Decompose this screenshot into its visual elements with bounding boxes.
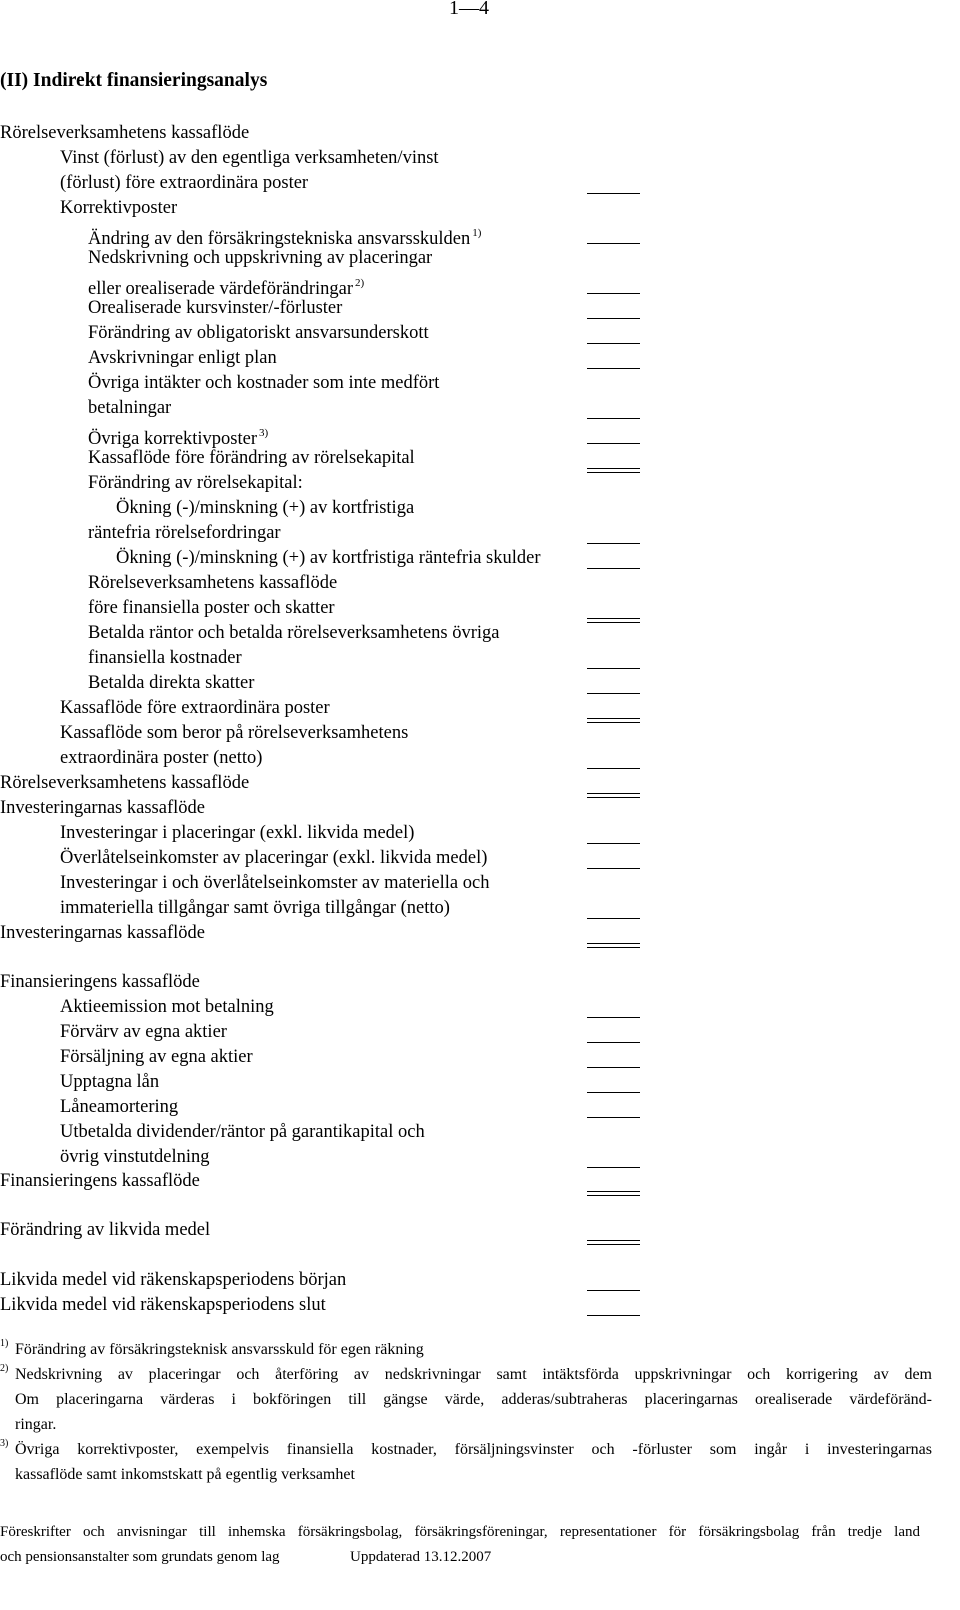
statement-line-label: räntefria rörelsefordringar — [88, 523, 281, 543]
footnote-reference: 2) — [355, 277, 365, 289]
statement-line — [60, 846, 487, 870]
statement-line — [88, 246, 432, 270]
footnote-text: Nedskrivning av placeringar och återföring av nedskrivningar samt intäktsförda uppskrivningar och korrigering av dem — [15, 1366, 932, 1383]
statement-line-label: Investeringar i placeringar (exkl. likvida medel) — [60, 823, 415, 843]
amount-line — [587, 243, 640, 244]
statement-line-label: Orealiserade kursvinster/-förluster — [88, 298, 343, 318]
statement-line — [60, 1145, 210, 1169]
statement-line-label: immateriella tillgångar samt övriga tillgångar (netto) — [60, 898, 450, 918]
footnote-text: Förändring av försäkringsteknisk ansvarsskuld för egen räkning — [15, 1341, 424, 1358]
statement-line — [60, 1045, 253, 1069]
statement-line — [60, 1120, 425, 1144]
amount-line — [587, 1290, 640, 1291]
amount-line — [587, 418, 640, 419]
statement-line-label: Rörelseverksamhetens kassaflöde — [0, 123, 250, 143]
footnote-text: Övriga korrektivposter, exempelvis finansiella kostnader, försäljningsvinster och -förluster som ingår i investeringarnas — [15, 1441, 932, 1458]
statement-line-label: Rörelseverksamhetens kassaflöde — [88, 573, 338, 593]
amount-line — [587, 193, 640, 194]
statement-line — [88, 371, 439, 395]
footnote-text: kassaflöde samt inkomstskatt på egentlig verksamhet — [15, 1466, 355, 1483]
statement-line-label: Investeringarnas kassaflöde — [0, 798, 205, 818]
statement-line-label: övrig vinstutdelning — [60, 1147, 210, 1167]
statement-line-label: Finansieringens kassaflöde — [0, 1171, 200, 1191]
footnote-marker: 2) — [0, 1363, 9, 1374]
statement-line — [60, 871, 489, 895]
footer-line-1: Föreskrifter och anvisningar till inhemska försäkringsbolag, försäkringsföreningar, representationer för försäkringsbolag från tredje land — [0, 1524, 920, 1540]
statement-line — [88, 346, 277, 370]
statement-line-label: Kassaflöde som beror på rörelseverksamhetens — [60, 723, 409, 743]
amount-line — [587, 843, 640, 844]
statement-line — [88, 671, 254, 695]
amount-line — [587, 318, 640, 319]
statement-line-label: (förlust) före extraordinära poster — [60, 173, 309, 193]
footnote-marker: 3) — [0, 1438, 9, 1449]
statement-line-label: Nedskrivning och uppskrivning av placeringar — [88, 248, 433, 268]
amount-line — [587, 1315, 640, 1316]
statement-line-label: Förvärv av egna aktier — [60, 1022, 227, 1042]
statement-line-label: Övriga korrektivposter — [88, 429, 258, 449]
statement-line — [60, 171, 308, 195]
total-amount-line — [587, 718, 640, 723]
statement-line-label: Ökning (-)/minskning (+) av kortfristiga räntefria skulder — [116, 548, 541, 568]
statement-line — [0, 121, 249, 145]
statement-line-label: Ändring av den försäkringstekniska ansvarsskulden — [88, 229, 471, 249]
amount-line — [587, 1092, 640, 1093]
amount-line — [587, 1017, 640, 1018]
statement-line-label: betalningar — [88, 398, 172, 418]
statement-line-label: Avskrivningar enligt plan — [88, 348, 277, 368]
statement-line — [0, 796, 205, 820]
statement-line-label: Investeringar i och överlåtelseinkomster av materiella och — [60, 873, 490, 893]
statement-line-label: Kassaflöde före extraordinära poster — [60, 698, 330, 718]
statement-line-label: Upptagna lån — [60, 1072, 160, 1092]
statement-line-label: Finansieringens kassaflöde — [0, 972, 200, 992]
amount-line — [587, 368, 640, 369]
footnote-marker: 1) — [0, 1338, 9, 1349]
statement-line-label: Korrektivposter — [60, 198, 178, 218]
statement-line-label: Aktieemission mot betalning — [60, 997, 274, 1017]
statement-line-label: Vinst (förlust) av den egentliga verksamheten/vinst — [60, 148, 439, 168]
statement-line — [0, 771, 249, 795]
footer-updated-date: Uppdaterad 13.12.2007 — [350, 1549, 492, 1565]
amount-line — [587, 868, 640, 869]
statement-line-label: Förändring av likvida medel — [0, 1220, 211, 1240]
statement-line — [88, 396, 171, 420]
statement-line-label: Rörelseverksamhetens kassaflöde — [0, 773, 250, 793]
statement-line-label: Övriga intäkter och kostnader som inte medfört — [88, 373, 440, 393]
statement-line — [60, 1095, 178, 1119]
statement-line — [88, 471, 303, 495]
page-number: 1—4 — [449, 0, 489, 19]
amount-line — [587, 293, 640, 294]
total-amount-line — [587, 1191, 640, 1196]
statement-line-label: eller orealiserade värdeförändringar — [88, 279, 354, 299]
statement-line — [60, 1070, 159, 1094]
statement-line — [116, 546, 541, 570]
amount-line — [587, 543, 640, 544]
statement-line-label: Kassaflöde före förändring av rörelsekapital — [88, 448, 415, 468]
statement-line-label: Förändring av obligatoriskt ansvarsunderskott — [88, 323, 429, 343]
statement-line — [88, 596, 335, 620]
statement-line-label: Likvida medel vid räkenskapsperiodens början — [0, 1270, 347, 1290]
total-amount-line — [587, 1240, 640, 1245]
footnote-text: Om placeringarna värderas i bokföringen till gängse värde, adderas/subtraheras placeringarnas orealiserade värdeföränd- — [15, 1391, 932, 1408]
statement-line — [88, 446, 415, 470]
amount-line — [587, 693, 640, 694]
statement-line — [60, 995, 274, 1019]
total-amount-line — [587, 793, 640, 798]
amount-line — [587, 1167, 640, 1168]
statement-line — [60, 821, 414, 845]
statement-line-label: Låneamortering — [60, 1097, 179, 1117]
footer-line-2-left: och pensionsanstalter som grundats genom lag — [0, 1549, 280, 1565]
statement-line — [0, 921, 205, 945]
statement-line-label: Likvida medel vid räkenskapsperiodens slut — [0, 1295, 326, 1315]
statement-line-label: Förändring av rörelsekapital: — [88, 473, 303, 493]
amount-line — [587, 768, 640, 769]
statement-line-label: extraordinära poster (netto) — [60, 748, 263, 768]
footnote-reference: 1) — [472, 227, 482, 239]
statement-line — [0, 1293, 326, 1317]
statement-line-label: Ökning (-)/minskning (+) av kortfristiga — [116, 498, 415, 518]
total-amount-line — [587, 943, 640, 948]
amount-line — [587, 443, 640, 444]
statement-line — [0, 1169, 200, 1193]
statement-line — [60, 146, 439, 170]
statement-line — [60, 721, 408, 745]
statement-line — [60, 196, 177, 220]
statement-line-label: finansiella kostnader — [88, 648, 242, 668]
amount-line — [587, 568, 640, 569]
statement-line — [88, 621, 499, 645]
statement-line — [0, 1268, 346, 1292]
statement-line-label: Utbetalda dividender/räntor på garantikapital och — [60, 1122, 425, 1142]
statement-line — [60, 1020, 227, 1044]
statement-line-label: före finansiella poster och skatter — [88, 598, 335, 618]
amount-line — [587, 343, 640, 344]
statement-line — [60, 696, 330, 720]
statement-line — [88, 571, 337, 595]
amount-line — [587, 1042, 640, 1043]
amount-line — [587, 1117, 640, 1118]
statement-line-label: Betalda räntor och betalda rörelseverksamhetens övriga — [88, 623, 500, 643]
statement-line-label: Investeringarnas kassaflöde — [0, 923, 205, 943]
statement-line — [0, 1218, 210, 1242]
amount-line — [587, 668, 640, 669]
statement-line — [60, 746, 262, 770]
statement-line-label: Överlåtelseinkomster av placeringar (exkl. likvida medel) — [60, 848, 488, 868]
amount-line — [587, 1067, 640, 1068]
statement-line — [88, 646, 242, 670]
footnote-text: ringar. — [15, 1416, 57, 1433]
statement-line — [60, 896, 450, 920]
statement-line — [88, 521, 281, 545]
statement-line — [88, 321, 429, 345]
total-amount-line — [587, 618, 640, 623]
statement-line — [88, 296, 342, 320]
statement-line — [116, 496, 414, 520]
statement-line — [0, 970, 200, 994]
total-amount-line — [587, 468, 640, 473]
statement-line-label: Betalda direkta skatter — [88, 673, 255, 693]
footnote-reference: 3) — [259, 427, 269, 439]
statement-line-label: Försäljning av egna aktier — [60, 1047, 253, 1067]
amount-line — [587, 918, 640, 919]
page-title: (II) Indirekt finansieringsanalys — [0, 70, 268, 91]
